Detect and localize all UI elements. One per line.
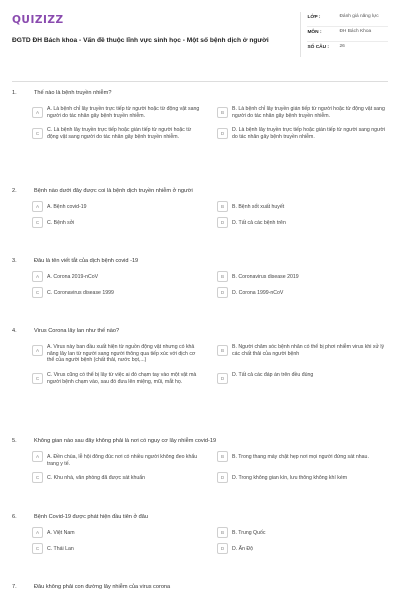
- worksheet-header: [12, 12, 388, 82]
- question-text: Bệnh nào dưới đây được coi là bệnh dịch truyền nhiễm ở người: [34, 188, 193, 194]
- question-number: 6.: [12, 514, 17, 520]
- option-letter: C: [32, 373, 43, 384]
- option-d[interactable]: [217, 287, 388, 298]
- option-letter: C: [32, 128, 43, 139]
- question-text: Không gian nào sau đây không phải là nơi có nguy cơ lây nhiễm covid-19: [34, 438, 217, 444]
- question-7: [12, 584, 388, 597]
- option-text: D. Corona 1999-nCoV: [232, 289, 284, 296]
- option-text: D. Tất cả các bệnh trên: [232, 219, 286, 226]
- option-c[interactable]: [32, 287, 203, 298]
- option-letter: A: [32, 271, 43, 282]
- question-6: [12, 514, 388, 554]
- meta-value: Đánh giá năng lực: [339, 14, 379, 19]
- question-text: Virus Corona lây lan như thế nào?: [34, 328, 120, 334]
- option-text: A. Virus này ban đầu xuất hiện từ nguồn động vật nhưng có khả năng lây lan từ người sang người thông qua tiếp xúc với dịch cơ thể của người bệnh (chất thải, nước bọt,...): [47, 343, 196, 364]
- question-text: Bệnh Covid-19 được phát hiện đầu tiên ở đâu: [34, 514, 149, 520]
- question-header: [12, 514, 388, 521]
- option-text: C. Virus cũng có thể bị lây từ việc ai đó chạm tay vào một vật mà người bệnh chạm vào, sau đó đưa lên miệng, mũi, mắt họ.: [47, 372, 197, 385]
- option-letter: D: [217, 543, 228, 554]
- option-letter: A: [32, 345, 43, 356]
- option-text: D. Trong không gian kín, lưu thông không khí kém: [232, 475, 348, 482]
- option-d[interactable]: [217, 472, 388, 483]
- option-b[interactable]: [217, 271, 388, 282]
- option-text: A. Việt Nam: [47, 529, 75, 536]
- question-header: [12, 258, 388, 265]
- option-a[interactable]: [32, 527, 203, 538]
- question-3: [12, 258, 388, 298]
- option-d[interactable]: [217, 124, 388, 141]
- option-text: D. Tất cả các đáp án trên đều đúng: [232, 372, 314, 379]
- question-number: 2.: [12, 188, 17, 194]
- question-header: [12, 438, 388, 445]
- option-letter: A: [32, 527, 43, 538]
- option-letter: B: [217, 271, 228, 282]
- question-text: Đâu là tên viết tắt của dịch bệnh covid -19: [34, 258, 139, 264]
- meta-label: LỚP :: [307, 15, 321, 20]
- option-letter: B: [217, 345, 228, 356]
- option-letter: C: [32, 217, 43, 228]
- option-grid: [12, 527, 388, 554]
- question-number: 5.: [12, 438, 17, 444]
- quizizz-logo: QUIZIZZ: [12, 14, 64, 26]
- option-b[interactable]: [217, 451, 388, 468]
- option-letter: C: [32, 472, 43, 483]
- option-text: C. Khu nhà, văn phòng đã được sát khuẩn: [47, 475, 146, 482]
- option-b[interactable]: [217, 201, 388, 212]
- option-grid: [12, 201, 388, 228]
- option-grid: [12, 271, 388, 298]
- option-c[interactable]: [32, 472, 203, 483]
- question-2: [12, 188, 388, 228]
- option-d[interactable]: [217, 369, 388, 386]
- question-header: [12, 90, 388, 97]
- option-c[interactable]: [32, 124, 203, 141]
- option-letter: B: [217, 201, 228, 212]
- meta-row-count: [307, 42, 388, 57]
- question-5: [12, 438, 388, 483]
- option-text: B. Người chăm sóc bệnh nhân có thể bị phơi nhiễm virus khi xử lý các chất thải của người bệnh: [232, 343, 385, 357]
- option-text: C. Là bệnh lây truyền trực tiếp hoặc gián tiếp từ người hoặc từ động vật sang người do tác nhân gây bệnh truyền nhiễm.: [47, 127, 192, 141]
- option-b[interactable]: [217, 341, 388, 364]
- option-letter: C: [32, 287, 43, 298]
- question-4: [12, 328, 388, 386]
- option-a[interactable]: [32, 451, 203, 468]
- option-letter: A: [32, 201, 43, 212]
- meta-value: 26: [339, 44, 345, 49]
- option-letter: D: [217, 373, 228, 384]
- option-letter: A: [32, 451, 43, 462]
- option-letter: D: [217, 472, 228, 483]
- question-text: Thế nào là bệnh truyền nhiễm?: [34, 90, 112, 96]
- option-letter: A: [32, 107, 43, 118]
- worksheet-title: ĐGTD ĐH Bách khoa - Vấn đề thuộc lĩnh vực sinh học - Một số bệnh dịch ở người: [12, 37, 269, 45]
- option-grid: [12, 103, 388, 141]
- option-letter: B: [217, 527, 228, 538]
- option-grid: [12, 451, 388, 484]
- option-text: A. Là bệnh chỉ lây truyền trực tiếp từ người hoặc từ động vật sang người do tác nhân gây bệnh truyền nhiễm.: [47, 105, 200, 119]
- option-a[interactable]: [32, 271, 203, 282]
- option-grid: [12, 341, 388, 386]
- option-text: A. Corona 2019-nCoV: [47, 273, 99, 280]
- option-letter: B: [217, 107, 228, 118]
- question-number: 3.: [12, 258, 17, 264]
- meta-row-class: [307, 12, 388, 27]
- option-c[interactable]: [32, 369, 203, 386]
- question-header: [12, 328, 388, 335]
- option-text: B. Là bệnh chỉ lây truyền gián tiếp từ người hoặc từ động vật sang người do tác nhân gây bệnh truyền nhiễm.: [232, 105, 385, 119]
- option-b[interactable]: [217, 527, 388, 538]
- question-number: 4.: [12, 328, 17, 334]
- option-text: C. Coronavirus disease 1999: [47, 289, 114, 296]
- option-c[interactable]: [32, 217, 203, 228]
- option-a[interactable]: [32, 201, 203, 212]
- option-c[interactable]: [32, 543, 203, 554]
- option-letter: D: [217, 128, 228, 139]
- question-number: 1.: [12, 90, 17, 96]
- option-text: A. Đền chùa, lễ hội đông đúc nơi có nhiều người không đeo khẩu trang y tế.: [47, 453, 198, 467]
- option-text: A. Bệnh covid-19: [47, 203, 87, 210]
- option-letter: D: [217, 217, 228, 228]
- meta-row-subject: [307, 27, 388, 42]
- option-letter: C: [32, 543, 43, 554]
- option-a[interactable]: [32, 341, 203, 364]
- meta-label: SỐ CÂU :: [307, 45, 330, 50]
- option-text: B. Bệnh sốt xuất huyết: [232, 203, 285, 210]
- question-header: [12, 584, 388, 591]
- option-d[interactable]: [217, 217, 388, 228]
- option-a[interactable]: [32, 103, 203, 120]
- question-header: [12, 188, 388, 195]
- meta-value: ĐH Bách Khoa: [339, 29, 372, 34]
- option-text: B. Trung Quốc: [232, 529, 266, 536]
- option-text: B. Coronavirus disease 2019: [232, 273, 299, 280]
- option-text: D. Là bệnh lây truyền trực tiếp hoặc gián tiếp từ người sang người do tác nhân gây bệnh truyền nhiễm.: [232, 127, 386, 141]
- question-1: [12, 90, 388, 141]
- question-number: 7.: [12, 584, 17, 590]
- header-left: [12, 12, 300, 46]
- option-text: C. Bệnh sởi: [47, 219, 75, 226]
- question-text: Đâu không phải con đường lây nhiễm của virus corona: [34, 584, 171, 590]
- option-letter: B: [217, 451, 228, 462]
- option-b[interactable]: [217, 103, 388, 120]
- option-text: D. Ấn Độ: [232, 545, 254, 552]
- option-d[interactable]: [217, 543, 388, 554]
- option-text: B. Trong thang máy chật hẹp nơi mọi người đứng sát nhau.: [232, 453, 369, 460]
- meta-table: [300, 12, 388, 57]
- option-text: C. Thái Lan: [47, 545, 74, 552]
- option-letter: D: [217, 287, 228, 298]
- meta-label: MÔN :: [307, 30, 322, 35]
